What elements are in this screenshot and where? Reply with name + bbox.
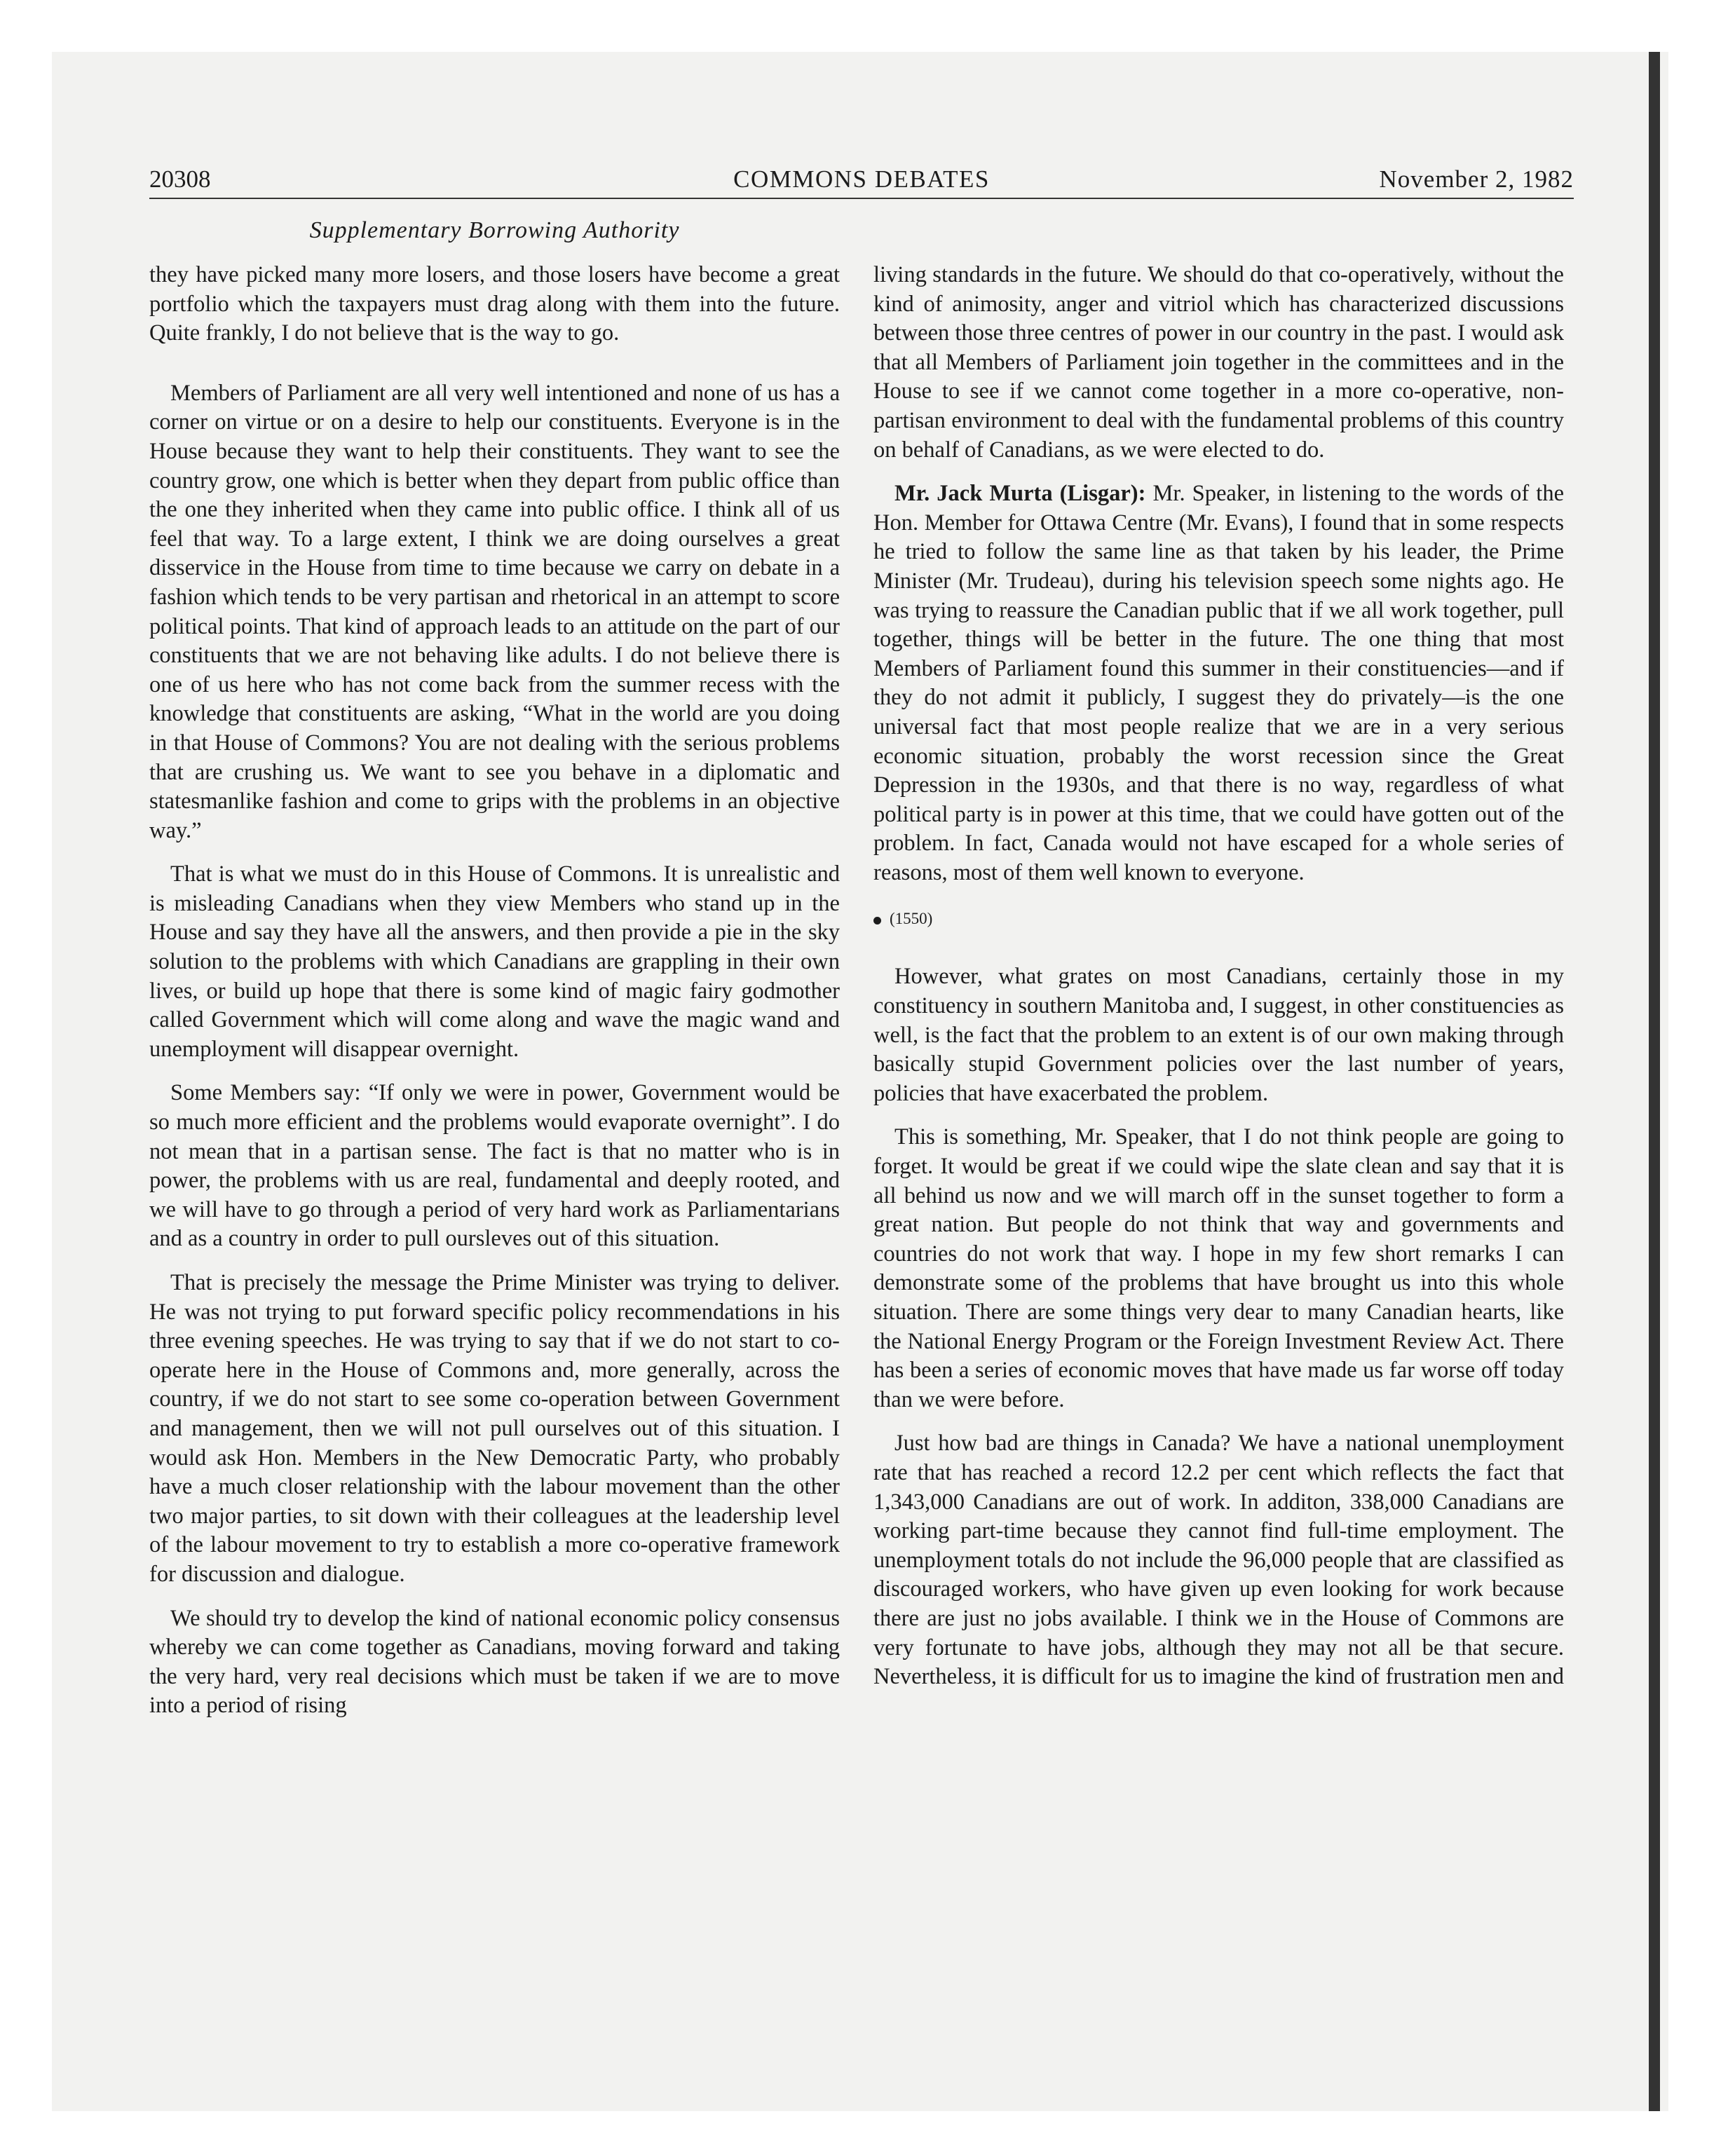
speech-text: Mr. Speaker, in listening to the words of the Hon. Member for Ottawa Centre (Mr. Evans), I found that in some respects he tried to follow the same line as that taken by his leader, the Prime Minister (Mr. Trudeau), during his television speech some nights ago. He was trying to reassure the Canadian public that if we all work together, pull together, things will be better in the future. The one thing that most Members of Parliament found this summer in their constituencies—and if they do not admit it publicly, I suggest they do privately—is the one universal fact that most people realize that we are in a very serious economic situation, probably the worst recession since the Great Depression in the 1930s, and that there is no way, regardless of what political party is in power at this time, that we could have gotten out of the problem. In fact, Canada would not have escaped for a whole series of reasons, most of them well known to everyone.	[873, 481, 1564, 885]
page-number: 20308	[149, 165, 211, 193]
time-marker	[873, 905, 1564, 933]
paragraph: However, what grates on most Canadians, certainly those in my constituency in southern Manitoba and, I suggest, in other constituencies as well, is the fact that the problem to an extent is of our own making through basically stupid Government policies over the last number of years, policies that have exacerbated the problem.	[873, 964, 1564, 1106]
speaker-name: Mr. Jack Murta (Lisgar):	[894, 481, 1146, 507]
paragraph: living standards in the future. We should do that co-operatively, without the kind of animosity, anger and vitriol which has characterized discussions between those three centres of power in our country in the past. I would ask that all Members of Parliament join together in the committees and in the House to see if we cannot come together in a more co-operative, non-partisan environment to deal with the fundamental problems of this country on behalf of Canadians, as we were elected to do.	[873, 262, 1564, 463]
page-header	[149, 165, 1574, 199]
paragraph: they have picked many more losers, and those losers have become a great portfolio which the taxpayers must drag along with them into the future. Quite frankly, I do not believe that is the way to go.	[149, 262, 840, 346]
paragraph: This is something, Mr. Speaker, that I do not think people are going to forget. It would be great if we could wipe the slate clean and say that it is all behind us now and we will march off in the sunset together to form a great nation. But people do not think that way and governments and countries do not work that way. I hope in my few short remarks I can demonstrate some of the problems that have brought us into this whole situation. There are some things very dear to many Canadian hearts, like the National Energy Program or the Foreign Investment Review Act. There has been a series of economic moves that have made us far worse off today than we were before.	[873, 1124, 1564, 1412]
bullet-icon	[873, 917, 881, 925]
paragraph: Members of Parliament are all very well intentioned and none of us has a corner on virtue or on a desire to help our constituents. Everyone is in the House because they want to help their constituents. They want to see the country grow, one which is better when they depart from public office than the one they inherited when they came into public office. I think all of us feel that way. To a large extent, I think we are doing ourselves a great disservice in the House from time to time because we carry on debate in a fashion which tends to be very partisan and rhetorical in an attempt to score political points. That kind of approach leads to an attitude on the part of our constituents that we are not behaving like adults. I do not believe there is one of us here who has not come back from the summer recess with the knowledge that constituents are asking, “What in the world are you doing in that House of Commons? You are not dealing with the serious problems that are crushing us. We want to see you behave in a diplomatic and statesmanlike fashion and come to grips with the problems in an objective way.”	[149, 380, 840, 843]
time-marker-label: (1550)	[890, 910, 933, 928]
left-column	[149, 261, 840, 1721]
paragraph: Some Members say: “If only we were in power, Government would be so much more efficient and the problems would evaporate overnight”. I do not mean that in a partisan sense. The fact is that no matter who is in power, the problems with us are real, fundamental and deeply rooted, and we will have to go through a period of very hard work as Parliamentarians and as a country in order to pull oursleves out of this situation.	[149, 1080, 840, 1252]
paragraph: Just how bad are things in Canada? We have a national unemployment rate that has reached a record 12.2 per cent which reflects the fact that 1,343,000 Canadians are out of work. In additon, 338,000 Canadians are working part-time because they cannot find full-time employment. The unemployment totals do not include the 96,000 people that are classified as discouraged workers, who have given up even looking for work because there are just no jobs available. I think we in the House of Commons are very fortunate to have jobs, although they may not all be that secure. Nevertheless, it is difficult for us to imagine the kind of frustration men and	[873, 1431, 1565, 1690]
paragraph: That is precisely the message the Prime Minister was trying to deliver. He was not trying to put forward specific policy recommendations in his three evening speeches. He was trying to say that if we do not start to co-operate here in the House of Commons and, more generally, across the country, if we do not start to see some co-operation between Government and management, then we will not pull ourselves out of this situation. I would ask Hon. Members in the New Democratic Party, who probably have a much closer relationship with the labour movement than the other two major parties, to sit down with their colleagues at the leadership level of the labour movement to try to establish a more co-operative framework for discussion and dialogue.	[149, 1270, 840, 1587]
speaker-paragraph	[873, 479, 1564, 887]
publication-title: COMMONS DEBATES	[733, 165, 990, 193]
scan-edge-bar	[1649, 52, 1660, 2111]
right-column	[873, 261, 1564, 1692]
publication-date: November 2, 1982	[1379, 165, 1574, 193]
section-title: Supplementary Borrowing Authority	[309, 217, 680, 243]
paragraph: We should try to develop the kind of national economic policy consensus whereby we can come together as Canadians, moving forward and taking the very hard, very real decisions which must be taken if we are to move into a period of rising	[149, 1605, 840, 1719]
paragraph: That is what we must do in this House of Commons. It is unrealistic and is misleading Canadians when they view Members who stand up in the House and say they have all the answers, and then provide a pie in the sky solution to the problems with which Canadians are grappling in their own lives, or build up hope that there is some kind of magic fairy godmother called Government which will come along and wave the magic wand and unemployment will disappear overnight.	[149, 861, 840, 1062]
